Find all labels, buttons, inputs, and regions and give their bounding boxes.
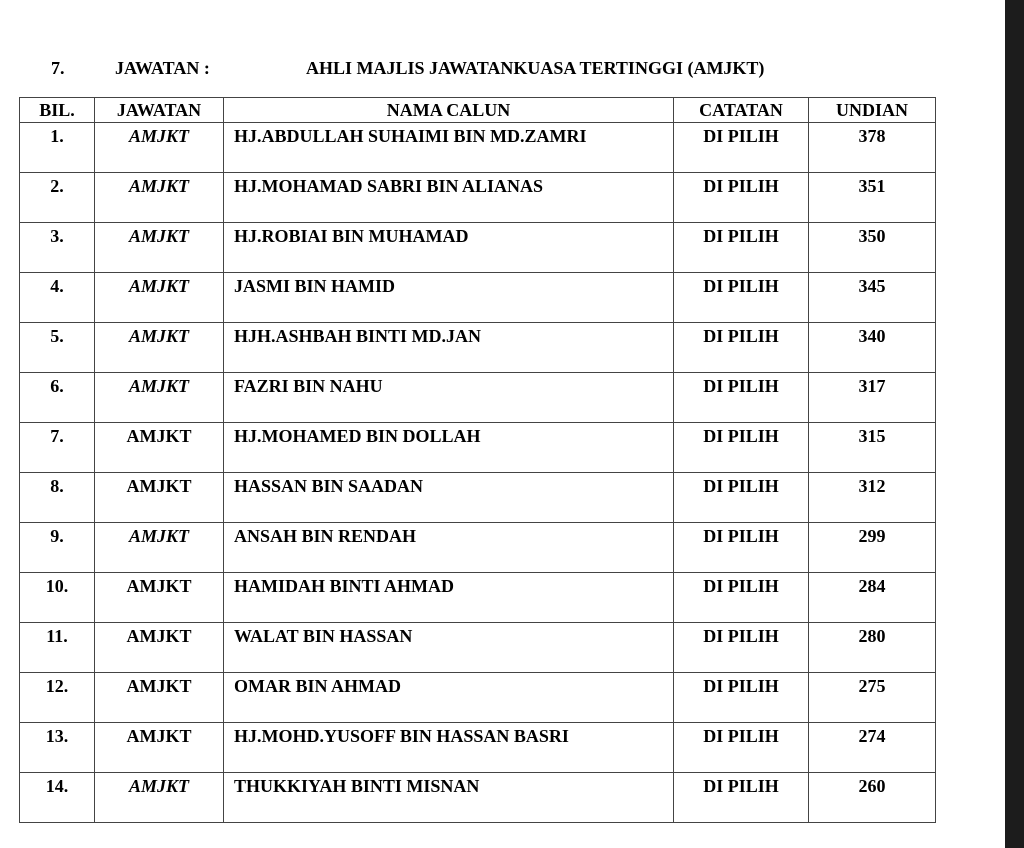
table-row — [20, 623, 936, 673]
table-row — [20, 573, 936, 623]
cell-jawatan: AMJKT — [95, 273, 224, 323]
cell-nama-calun: HASSAN BIN SAADAN — [224, 473, 674, 523]
cell-bil: 1. — [20, 123, 95, 173]
cell-bil: 7. — [20, 423, 95, 473]
election-results-table — [19, 97, 936, 823]
cell-catatan: DI PILIH — [674, 123, 809, 173]
cell-bil: 8. — [20, 473, 95, 523]
cell-jawatan: AMJKT — [95, 773, 224, 823]
cell-catatan: DI PILIH — [674, 273, 809, 323]
cell-bil: 5. — [20, 323, 95, 373]
cell-nama-calun: WALAT BIN HASSAN — [224, 623, 674, 673]
cell-bil: 11. — [20, 623, 95, 673]
cell-bil: 2. — [20, 173, 95, 223]
cell-bil: 12. — [20, 673, 95, 723]
cell-undian: 312 — [809, 473, 936, 523]
table-row — [20, 773, 936, 823]
cell-catatan: DI PILIH — [674, 623, 809, 673]
cell-catatan: DI PILIH — [674, 223, 809, 273]
cell-jawatan: AMJKT — [95, 573, 224, 623]
cell-nama-calun: ANSAH BIN RENDAH — [224, 523, 674, 573]
cell-undian: 275 — [809, 673, 936, 723]
cell-nama-calun: THUKKIYAH BINTI MISNAN — [224, 773, 674, 823]
cell-undian: 299 — [809, 523, 936, 573]
cell-jawatan: AMJKT — [95, 323, 224, 373]
cell-nama-calun: HJ.MOHD.YUSOFF BIN HASSAN BASRI — [224, 723, 674, 773]
cell-catatan: DI PILIH — [674, 723, 809, 773]
table-body — [20, 123, 936, 823]
cell-jawatan: AMJKT — [95, 473, 224, 523]
cell-undian: 260 — [809, 773, 936, 823]
header-catatan: CATATAN — [674, 98, 809, 123]
cell-catatan: DI PILIH — [674, 423, 809, 473]
table-row — [20, 123, 936, 173]
cell-jawatan: AMJKT — [95, 523, 224, 573]
cell-jawatan: AMJKT — [95, 173, 224, 223]
cell-jawatan: AMJKT — [95, 623, 224, 673]
header-nama-calun: NAMA CALUN — [224, 98, 674, 123]
header-bil: BIL. — [20, 98, 95, 123]
cell-nama-calun: OMAR BIN AHMAD — [224, 673, 674, 723]
cell-catatan: DI PILIH — [674, 373, 809, 423]
cell-undian: 315 — [809, 423, 936, 473]
cell-jawatan: AMJKT — [95, 723, 224, 773]
cell-undian: 350 — [809, 223, 936, 273]
table-row — [20, 523, 936, 573]
cell-jawatan: AMJKT — [95, 223, 224, 273]
cell-catatan: DI PILIH — [674, 173, 809, 223]
cell-undian: 345 — [809, 273, 936, 323]
cell-nama-calun: HJH.ASHBAH BINTI MD.JAN — [224, 323, 674, 373]
table-row — [20, 273, 936, 323]
table-header-row — [20, 98, 936, 123]
cell-undian: 284 — [809, 573, 936, 623]
cell-catatan: DI PILIH — [674, 773, 809, 823]
cell-jawatan: AMJKT — [95, 123, 224, 173]
section-title: AHLI MAJLIS JAWATANKUASA TERTINGGI (AMJKT) — [306, 58, 765, 78]
cell-bil: 6. — [20, 373, 95, 423]
cell-bil: 4. — [20, 273, 95, 323]
cell-bil: 14. — [20, 773, 95, 823]
cell-nama-calun: HJ.ROBIAI BIN MUHAMAD — [224, 223, 674, 273]
cell-undian: 280 — [809, 623, 936, 673]
cell-undian: 317 — [809, 373, 936, 423]
cell-bil: 9. — [20, 523, 95, 573]
table-row — [20, 173, 936, 223]
cell-catatan: DI PILIH — [674, 673, 809, 723]
table-row — [20, 373, 936, 423]
table-row — [20, 223, 936, 273]
header-undian: UNDIAN — [809, 98, 936, 123]
table-row — [20, 473, 936, 523]
cell-nama-calun: HAMIDAH BINTI AHMAD — [224, 573, 674, 623]
cell-nama-calun: HJ.ABDULLAH SUHAIMI BIN MD.ZAMRI — [224, 123, 674, 173]
table-row — [20, 673, 936, 723]
cell-catatan: DI PILIH — [674, 523, 809, 573]
cell-nama-calun: HJ.MOHAMED BIN DOLLAH — [224, 423, 674, 473]
cell-catatan: DI PILIH — [674, 473, 809, 523]
cell-undian: 378 — [809, 123, 936, 173]
cell-jawatan: AMJKT — [95, 373, 224, 423]
cell-nama-calun: JASMI BIN HAMID — [224, 273, 674, 323]
cell-nama-calun: HJ.MOHAMAD SABRI BIN ALIANAS — [224, 173, 674, 223]
side-bar — [1005, 0, 1024, 848]
cell-undian: 340 — [809, 323, 936, 373]
cell-bil: 10. — [20, 573, 95, 623]
cell-bil: 13. — [20, 723, 95, 773]
cell-undian: 351 — [809, 173, 936, 223]
table-row — [20, 423, 936, 473]
cell-jawatan: AMJKT — [95, 673, 224, 723]
cell-undian: 274 — [809, 723, 936, 773]
cell-catatan: DI PILIH — [674, 573, 809, 623]
header-jawatan: JAWATAN — [95, 98, 224, 123]
table-row — [20, 323, 936, 373]
section-heading — [0, 58, 1000, 82]
section-number: 7. — [51, 58, 65, 78]
cell-nama-calun: FAZRI BIN NAHU — [224, 373, 674, 423]
cell-jawatan: AMJKT — [95, 423, 224, 473]
section-label: JAWATAN : — [115, 58, 210, 78]
cell-catatan: DI PILIH — [674, 323, 809, 373]
table-row — [20, 723, 936, 773]
cell-bil: 3. — [20, 223, 95, 273]
